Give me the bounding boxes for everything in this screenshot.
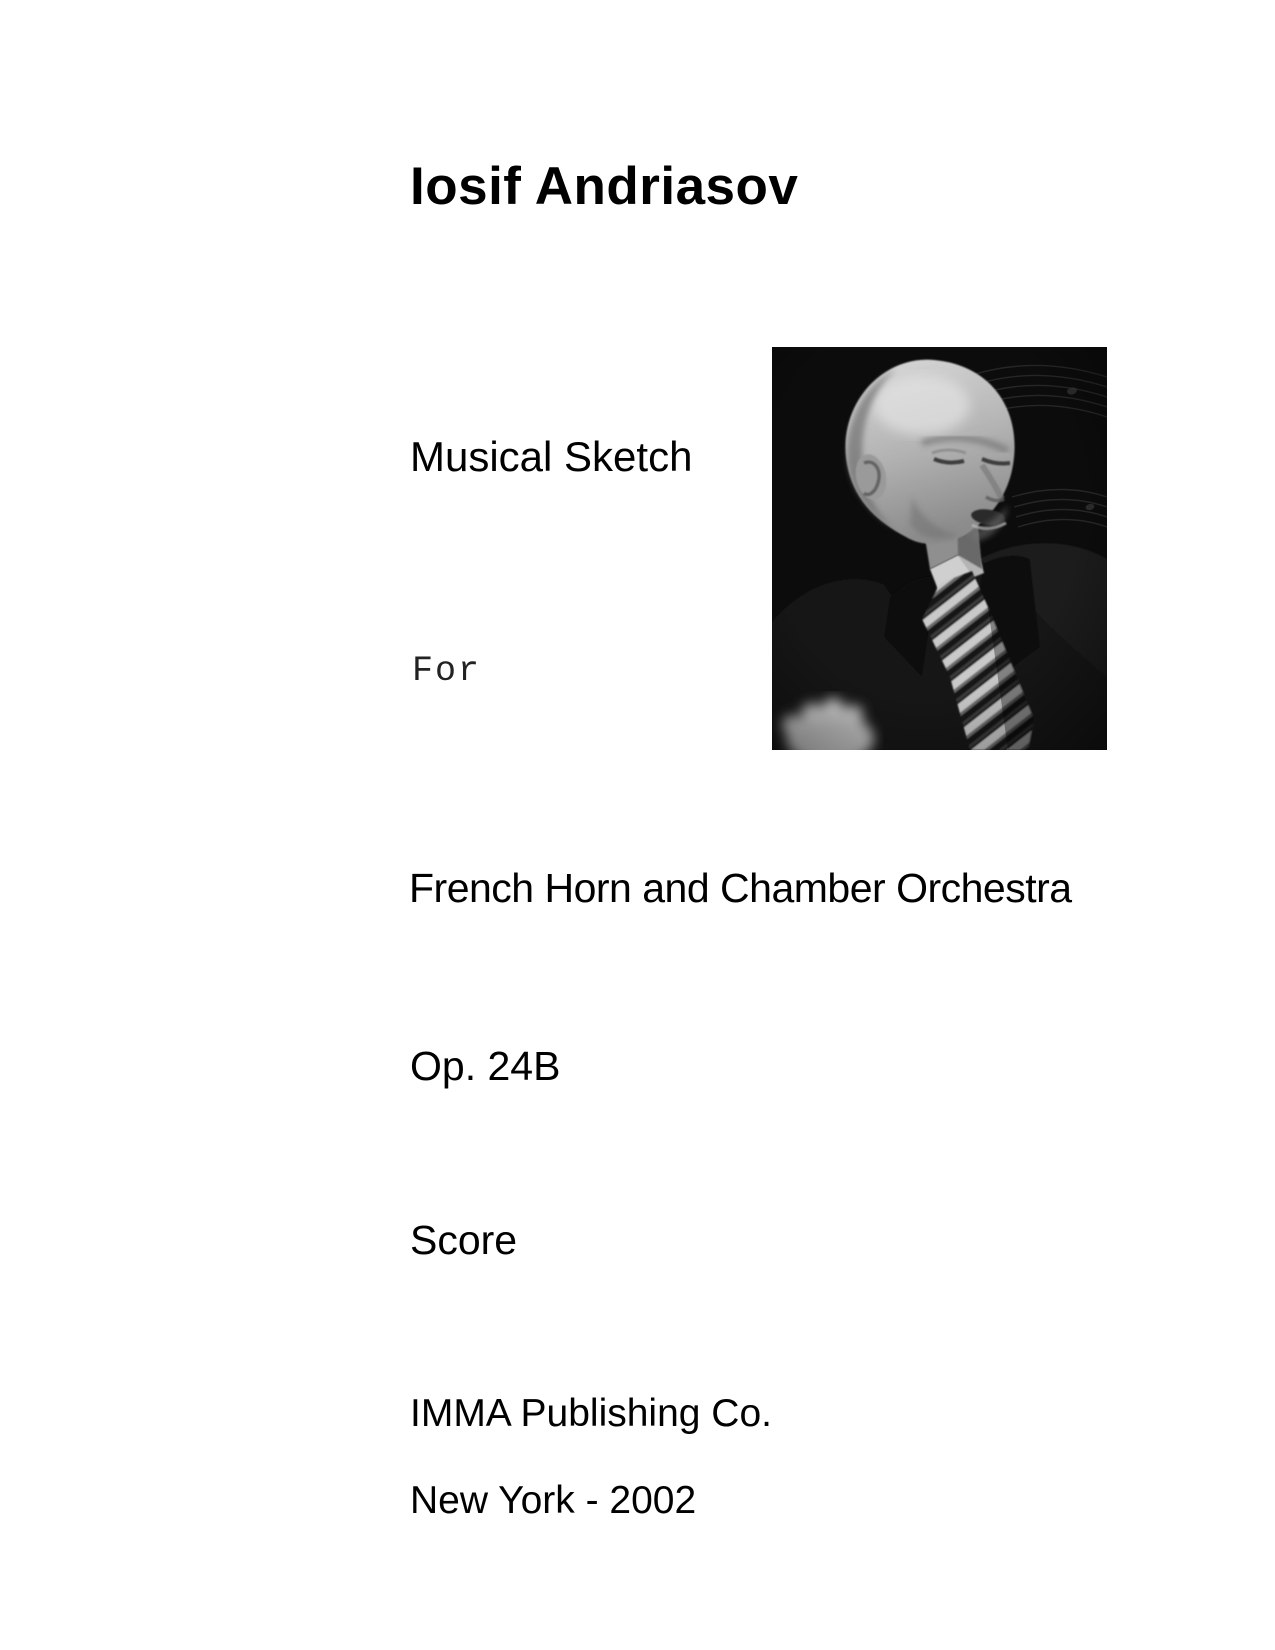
for-label: For [412, 651, 482, 691]
composer-portrait-photo [772, 347, 1107, 750]
author-name: Iosif Andriasov [410, 157, 799, 216]
work-title: Musical Sketch [410, 433, 693, 480]
opus-number: Op. 24B [410, 1043, 561, 1089]
publisher-block [410, 1392, 772, 1523]
document-type: Score [410, 1217, 518, 1263]
instrumentation: French Horn and Chamber Orchestra [409, 865, 1072, 911]
publisher-name: IMMA Publishing Co. [410, 1392, 772, 1435]
publication-place-year: New York - 2002 [410, 1479, 697, 1523]
